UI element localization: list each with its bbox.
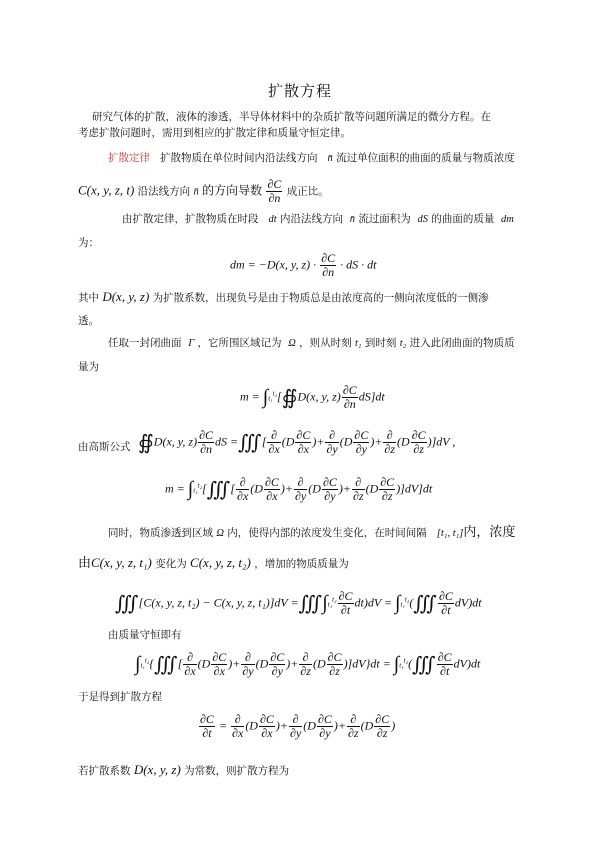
equation-5: ∭[C(x, y, z, t₂) − C(x, y, z, t₁)]dV =∭∫t₁$^{t_2}$ $\frac{\partial C}{\partial t}$ dt)dV = ∫t₁$^{t_2}$(∭ $\frac{\partial C}{\partial t}$ dV)dt [115, 589, 482, 617]
law-label: 扩散定律 [108, 152, 150, 164]
para-7: 由质量守恒即有 [108, 629, 182, 641]
para-2-line-2: 为： [78, 237, 99, 249]
intro-line-2: 考虑扩散问题时，需用到相应的扩散定律和质量守恒定律。 [78, 127, 351, 139]
intro-line-1: 研究气体的扩散，液体的渗透，半导体材料中的杂质扩散等问题所满足的微分方程。在 [92, 111, 491, 123]
law-concentration: C(x, y, z, t) [78, 182, 135, 198]
equation-6: ∫t₁$^{t_2}${∭[ $\frac{\partial}{\partial x}$ (D $\frac{\partial C}{\partial x}$ )+ $\frac{\partial}{\partial y}$ (D $\frac{\partial C}{\partial y}$ )+ $\frac{\partial}{\partial z}$ (D $\frac{\partial C}{\partial z}$ )]dV}dt = ∫t₁$^{t_2}$(∭ $\frac{\partial C}{\partial t}$ dV)dt [135, 650, 481, 678]
law-text-c: 沿法线方向 [137, 185, 191, 198]
para-8: 于是得到扩散方程 [78, 691, 162, 703]
equation-1: dm = −D(x, y, z) · $\frac{\partial C}{\partial n}$ · dS · dt [230, 251, 377, 279]
para-9: 若扩散系数 D(x, y, z) 为常数，则扩散方程为 [78, 762, 290, 777]
law-text-a: 扩散物质在单位时间内沿法线方向 [160, 152, 318, 164]
equation-7: $\frac{\partial C}{\partial t}$ = $\frac{\partial}{\partial x}$ (D $\frac{\partial C}{\partial x}$ )+ $\frac{\partial}{\partial y}$ (D $\frac{\partial C}{\partial y}$ )+ $\frac{\partial}{\partial z}$ (D $\frac{\partial C}{\partial z}$ ) [200, 712, 396, 740]
page-title: 扩散方程 [267, 82, 332, 100]
law-paragraph-line-1: 扩散定律 扩散物质在单位时间内沿法线方向 n̄ 流过单位面积的曲面的质量与物质浓度 [108, 152, 515, 164]
law-text-e: 成正比。 [286, 185, 329, 198]
para-2-line-1: 由扩散定律，扩散物质在时段 dt 内沿法线方向 n̄ 流过面积为 dS 的曲面的质量 dm [122, 213, 514, 225]
para-6-line-1: 同时，物质渗透到区域 Ω 内，使得内部的浓度发生变化，在时间间隔 [t₁, t₁]内，浓度 [108, 525, 516, 540]
law-text-b: 流过单位面积的曲面的质量与物质浓度 [336, 152, 515, 164]
para-5-label: 由高斯公式 [78, 441, 131, 453]
para-4-line-1: 任取一封闭曲面 Γ ，它所围区域记为 Ω ，则从时刻 t₁ 到时刻 t₂ 进入此闭曲面的物质质 [108, 337, 515, 349]
equation-4: m = ∫t₁$^{t_2}$[∭[ $\frac{\partial}{\partial x}$ (D $\frac{\partial C}{\partial x}$ )+ $\frac{\partial}{\partial y}$ (D $\frac{\partial C}{\partial y}$ )+ $\frac{\partial}{\partial z}$ (D $\frac{\partial C}{\partial z}$ )]dV]dt [165, 475, 433, 503]
equation-3: ∯D(x, y, z) $\frac{\partial C}{\partial n}$ dS =∭[ $\frac{\partial}{\partial x}$ (D $\frac{\partial C}{\partial x}$ )+ $\frac{\partial}{\partial y}$ (D $\frac{\partial C}{\partial y}$ )+ $\frac{\partial}{\partial z}$ (D $\frac{\partial C}{\partial z}$ )]dV , [138, 428, 456, 456]
para-3-line-1: 其中 D(x, y, z) 为扩散系数，出现负号是由于物质总是由浓度高的一侧向浓度低的一侧渗 [78, 289, 489, 304]
equation-2: m = ∫t₁$^{t_2}$[∯D(x, y, z) $\frac{\partial C}{\partial n}$ dS]dt [240, 383, 385, 411]
para-3-line-2: 透。 [78, 315, 99, 327]
law-paragraph-line-2: C(x, y, z, t) 沿法线方向 n̄ 的方向导数 $\frac{\partial C}{\partial n}$ 成正比。 [78, 177, 329, 205]
law-text-d: 的方向导数 [202, 183, 263, 198]
para-6-line-2: 由C(x, y, z, t₁) 变化为 C(x, y, z, t₂) ，增加的物质质量为 [78, 555, 349, 571]
para-4-line-2: 量为 [78, 361, 99, 373]
